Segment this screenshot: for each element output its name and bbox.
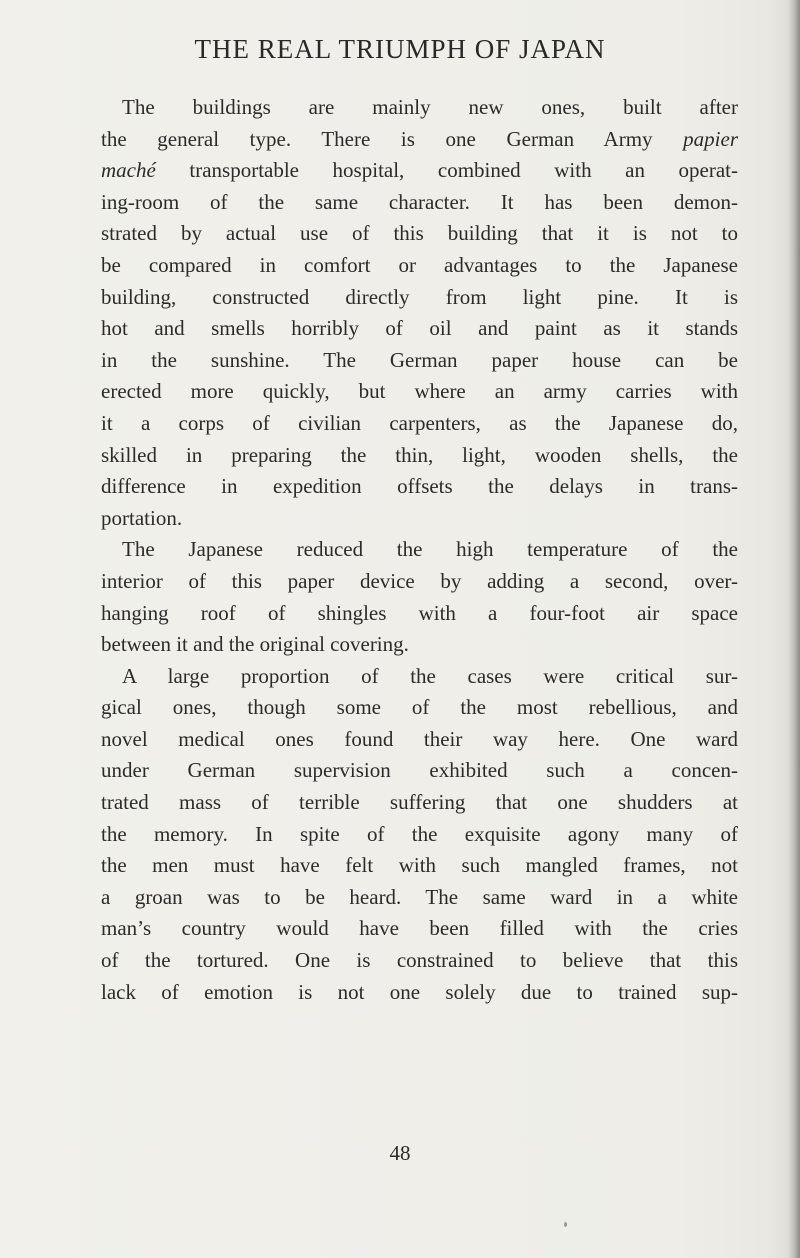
page-number: 48 <box>389 1141 411 1165</box>
text-line: A large proportion of the cases were critical sur- <box>122 663 738 688</box>
text-line: building, constructed directly from light pine. It is <box>101 284 738 309</box>
text-line <box>101 124 738 156</box>
text-line: be compared in comfort or advantages to the Japanese <box>101 252 738 277</box>
text-line: the memory. In spite of the exquisite agony many of <box>101 821 738 846</box>
text-line: The Japanese reduced the high temperature of the <box>122 537 738 562</box>
text-line: gical ones, though some of the most rebellious, and <box>101 695 738 720</box>
text-line: strated by actual use of this building that it is not to <box>101 221 738 246</box>
text-line: it a corps of civilian carpenters, as the Japanese do, <box>101 410 738 435</box>
paper-speck <box>564 1222 567 1227</box>
text-line: novel medical ones found their way here. One ward <box>101 726 738 751</box>
text-line: in the sunshine. The German paper house can be <box>101 347 738 372</box>
text-line: erected more quickly, but where an army carries with <box>101 379 738 404</box>
text-line: interior of this paper device by adding a second, over- <box>101 568 738 593</box>
text-line: trated mass of terrible suffering that one shudders at <box>101 790 738 815</box>
text-line: ing-room of the same character. It has been demon- <box>101 189 738 214</box>
body-text <box>101 92 738 1008</box>
text-line: hanging roof of shingles with a four-foot air space <box>101 600 738 625</box>
text-line: difference in expedition offsets the delays in trans- <box>101 474 738 499</box>
text-line: The buildings are mainly new ones, built after <box>122 95 738 119</box>
text-line: portation. <box>101 505 183 530</box>
text-line: of the tortured. One is constrained to believe that this <box>101 948 738 973</box>
text-line: the men must have felt with such mangled frames, not <box>101 853 738 878</box>
text-line: hot and smells horribly of oil and paint as it stands <box>101 316 738 341</box>
text-line-part: the general type. There is one German Army papier <box>101 126 738 151</box>
running-head: THE REAL TRIUMPH OF JAPAN <box>194 34 606 64</box>
text-line: maché transportable hospital, combined with an operat- <box>101 158 738 183</box>
text-line: a groan was to be heard. The same ward in a white <box>101 884 738 909</box>
text-line: between it and the original covering. <box>101 632 409 657</box>
text-line: under German supervision exhibited such a concen- <box>101 758 738 783</box>
page-edge-shadow <box>788 0 800 1258</box>
text-line: man’s country would have been filled with the cries <box>101 916 738 941</box>
text-line: skilled in preparing the thin, light, wooden shells, the <box>101 442 738 467</box>
text-line: lack of emotion is not one solely due to trained sup- <box>101 979 738 1004</box>
